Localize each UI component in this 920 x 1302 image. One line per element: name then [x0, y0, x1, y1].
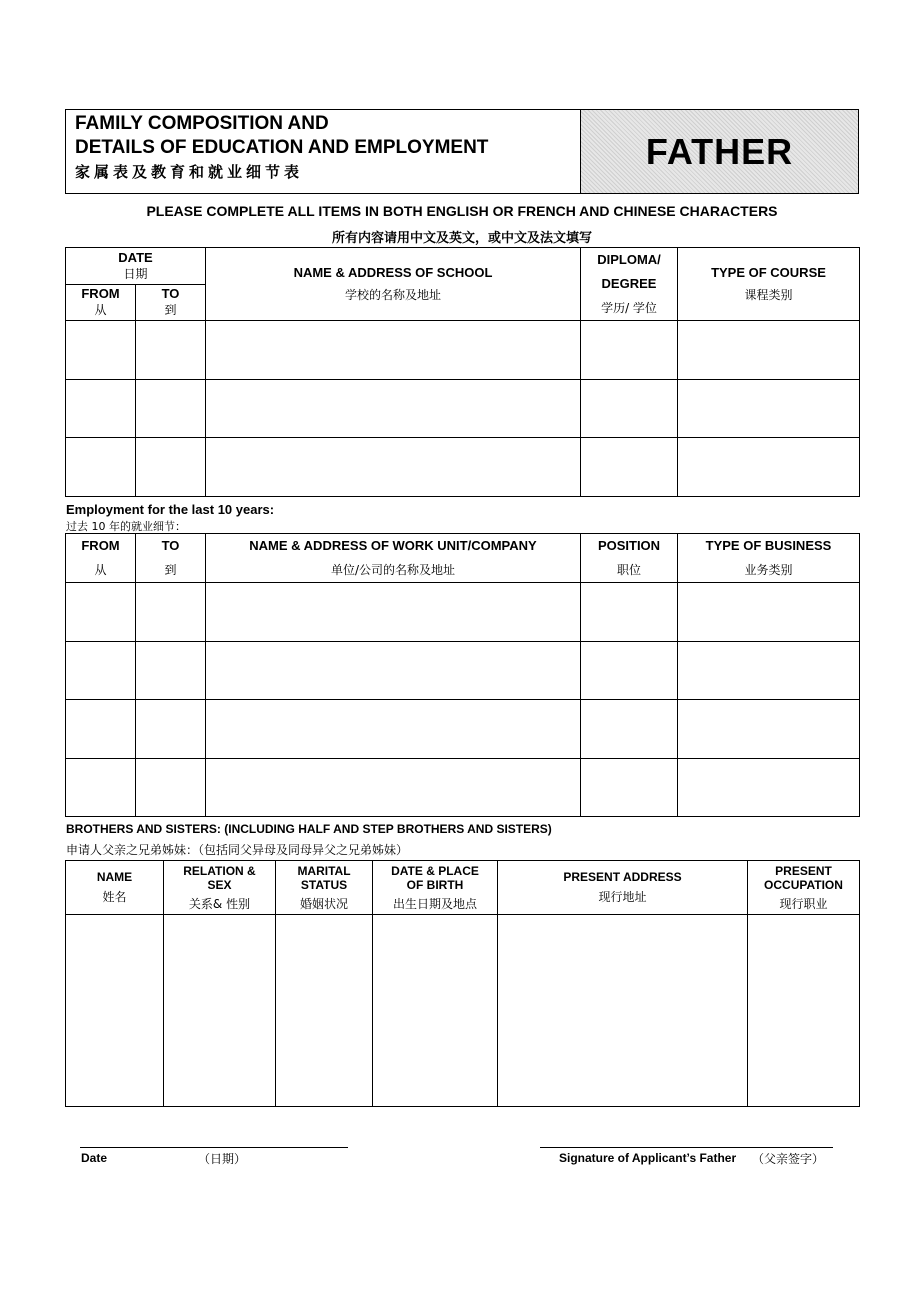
occupation-header: PRESENT OCCUPATION 现行职业: [748, 861, 860, 915]
employment-to-cell[interactable]: [136, 759, 206, 817]
employment-table: [65, 533, 860, 817]
sibling-relation-cell[interactable]: [164, 915, 276, 1107]
education-to-cell[interactable]: [136, 321, 206, 380]
employment-label-chinese: 过去 10 年的就业细节：: [66, 520, 186, 533]
siblings-row: [66, 915, 860, 1107]
employment-to-cell[interactable]: [136, 583, 206, 642]
employment-position-cell[interactable]: [581, 759, 678, 817]
education-course-cell[interactable]: [678, 438, 860, 497]
employment-from-cell[interactable]: [66, 642, 136, 700]
title-chinese: 家属表及教育和就业细节表: [75, 163, 304, 181]
signature-label-chinese: （父亲签字）: [752, 1152, 825, 1166]
employment-from-cell[interactable]: [66, 759, 136, 817]
education-from-cell[interactable]: [66, 380, 136, 438]
birth-header: DATE & PLACE OF BIRTH 出生日期及地点: [373, 861, 498, 915]
school-header: NAME & ADDRESS OF SCHOOL 学校的名称及地址: [206, 248, 581, 321]
education-school-cell[interactable]: [206, 380, 581, 438]
employment-to-cell[interactable]: [136, 642, 206, 700]
relation-sex-header: RELATION & SEX 关系& 性别: [164, 861, 276, 915]
employment-position-cell[interactable]: [581, 642, 678, 700]
marital-status-header: MARITAL STATUS 婚姻状况: [276, 861, 373, 915]
sibling-birth-cell[interactable]: [373, 915, 498, 1107]
education-row: [66, 438, 860, 497]
sibling-occupation-cell[interactable]: [748, 915, 860, 1107]
date-header: DATE 日期: [66, 248, 206, 285]
employment-business-cell[interactable]: [678, 700, 860, 759]
employment-row: [66, 700, 860, 759]
address-header: PRESENT ADDRESS 现行地址: [498, 861, 748, 915]
position-header: POSITION 职位: [581, 534, 678, 583]
form-title-box: [65, 109, 859, 194]
education-row: [66, 321, 860, 380]
siblings-label: BROTHERS AND SISTERS: (INCLUDING HALF AND STEP BROTHERS AND SISTERS): [66, 822, 552, 836]
education-school-cell[interactable]: [206, 321, 581, 380]
education-to-cell[interactable]: [136, 438, 206, 497]
course-header: TYPE OF COURSE 课程类别: [678, 248, 860, 321]
sibling-address-cell[interactable]: [498, 915, 748, 1107]
education-diploma-cell[interactable]: [581, 321, 678, 380]
to-header: TO 到: [136, 534, 206, 583]
relation-label: FATHER: [645, 130, 794, 172]
form-title: [66, 110, 581, 193]
employment-company-cell[interactable]: [206, 583, 581, 642]
employment-row: [66, 583, 860, 642]
employment-to-cell[interactable]: [136, 700, 206, 759]
education-table: [65, 247, 860, 497]
employment-position-cell[interactable]: [581, 583, 678, 642]
date-label-chinese: （日期）: [198, 1152, 247, 1166]
employment-company-cell[interactable]: [206, 759, 581, 817]
employment-from-cell[interactable]: [66, 583, 136, 642]
employment-business-cell[interactable]: [678, 759, 860, 817]
siblings-table: [65, 860, 860, 1107]
to-header: TO 到: [136, 284, 206, 321]
employment-from-cell[interactable]: [66, 700, 136, 759]
employment-business-cell[interactable]: [678, 583, 860, 642]
company-header: NAME & ADDRESS OF WORK UNIT/COMPANY 单位/公司的名称及地址: [206, 534, 581, 583]
from-header: FROM 从: [66, 534, 136, 583]
business-header: TYPE OF BUSINESS 业务类别: [678, 534, 860, 583]
employment-company-cell[interactable]: [206, 642, 581, 700]
name-header: NAME 姓名: [66, 861, 164, 915]
title-line-1: FAMILY COMPOSITION AND: [75, 113, 329, 134]
siblings-label-chinese: 申请人父亲之兄弟姊妹：（包括同父异母及同母异父之兄弟姊妹）: [66, 843, 409, 857]
relation-banner: [581, 110, 858, 193]
employment-row: [66, 759, 860, 817]
education-from-cell[interactable]: [66, 321, 136, 380]
employment-company-cell[interactable]: [206, 700, 581, 759]
date-label: Date: [81, 1151, 108, 1165]
education-row: [66, 380, 860, 438]
education-from-cell[interactable]: [66, 438, 136, 497]
from-header: FROM 从: [66, 284, 136, 321]
instructions-chinese: 所有内容请用中文及英文，或中文及法文填写: [331, 231, 592, 246]
education-course-cell[interactable]: [678, 321, 860, 380]
diploma-header: DIPLOMA/ DEGREE 学历/ 学位: [581, 248, 678, 321]
education-diploma-cell[interactable]: [581, 380, 678, 438]
education-diploma-cell[interactable]: [581, 438, 678, 497]
education-school-cell[interactable]: [206, 438, 581, 497]
employment-row: [66, 642, 860, 700]
sibling-name-cell[interactable]: [66, 915, 164, 1107]
employment-business-cell[interactable]: [678, 642, 860, 700]
date-signature-line[interactable]: [80, 1147, 348, 1148]
father-signature-line[interactable]: [540, 1147, 833, 1148]
title-line-2: DETAILS OF EDUCATION AND EMPLOYMENT: [75, 137, 489, 158]
education-to-cell[interactable]: [136, 380, 206, 438]
employment-position-cell[interactable]: [581, 700, 678, 759]
employment-label: Employment for the last 10 years:: [66, 502, 275, 517]
instructions-english: PLEASE COMPLETE ALL ITEMS IN BOTH ENGLISH OR FRENCH AND CHINESE CHARACTERS: [146, 203, 778, 219]
education-course-cell[interactable]: [678, 380, 860, 438]
sibling-marital-cell[interactable]: [276, 915, 373, 1107]
signature-label: Signature of Applicant’s Father: [559, 1151, 737, 1165]
